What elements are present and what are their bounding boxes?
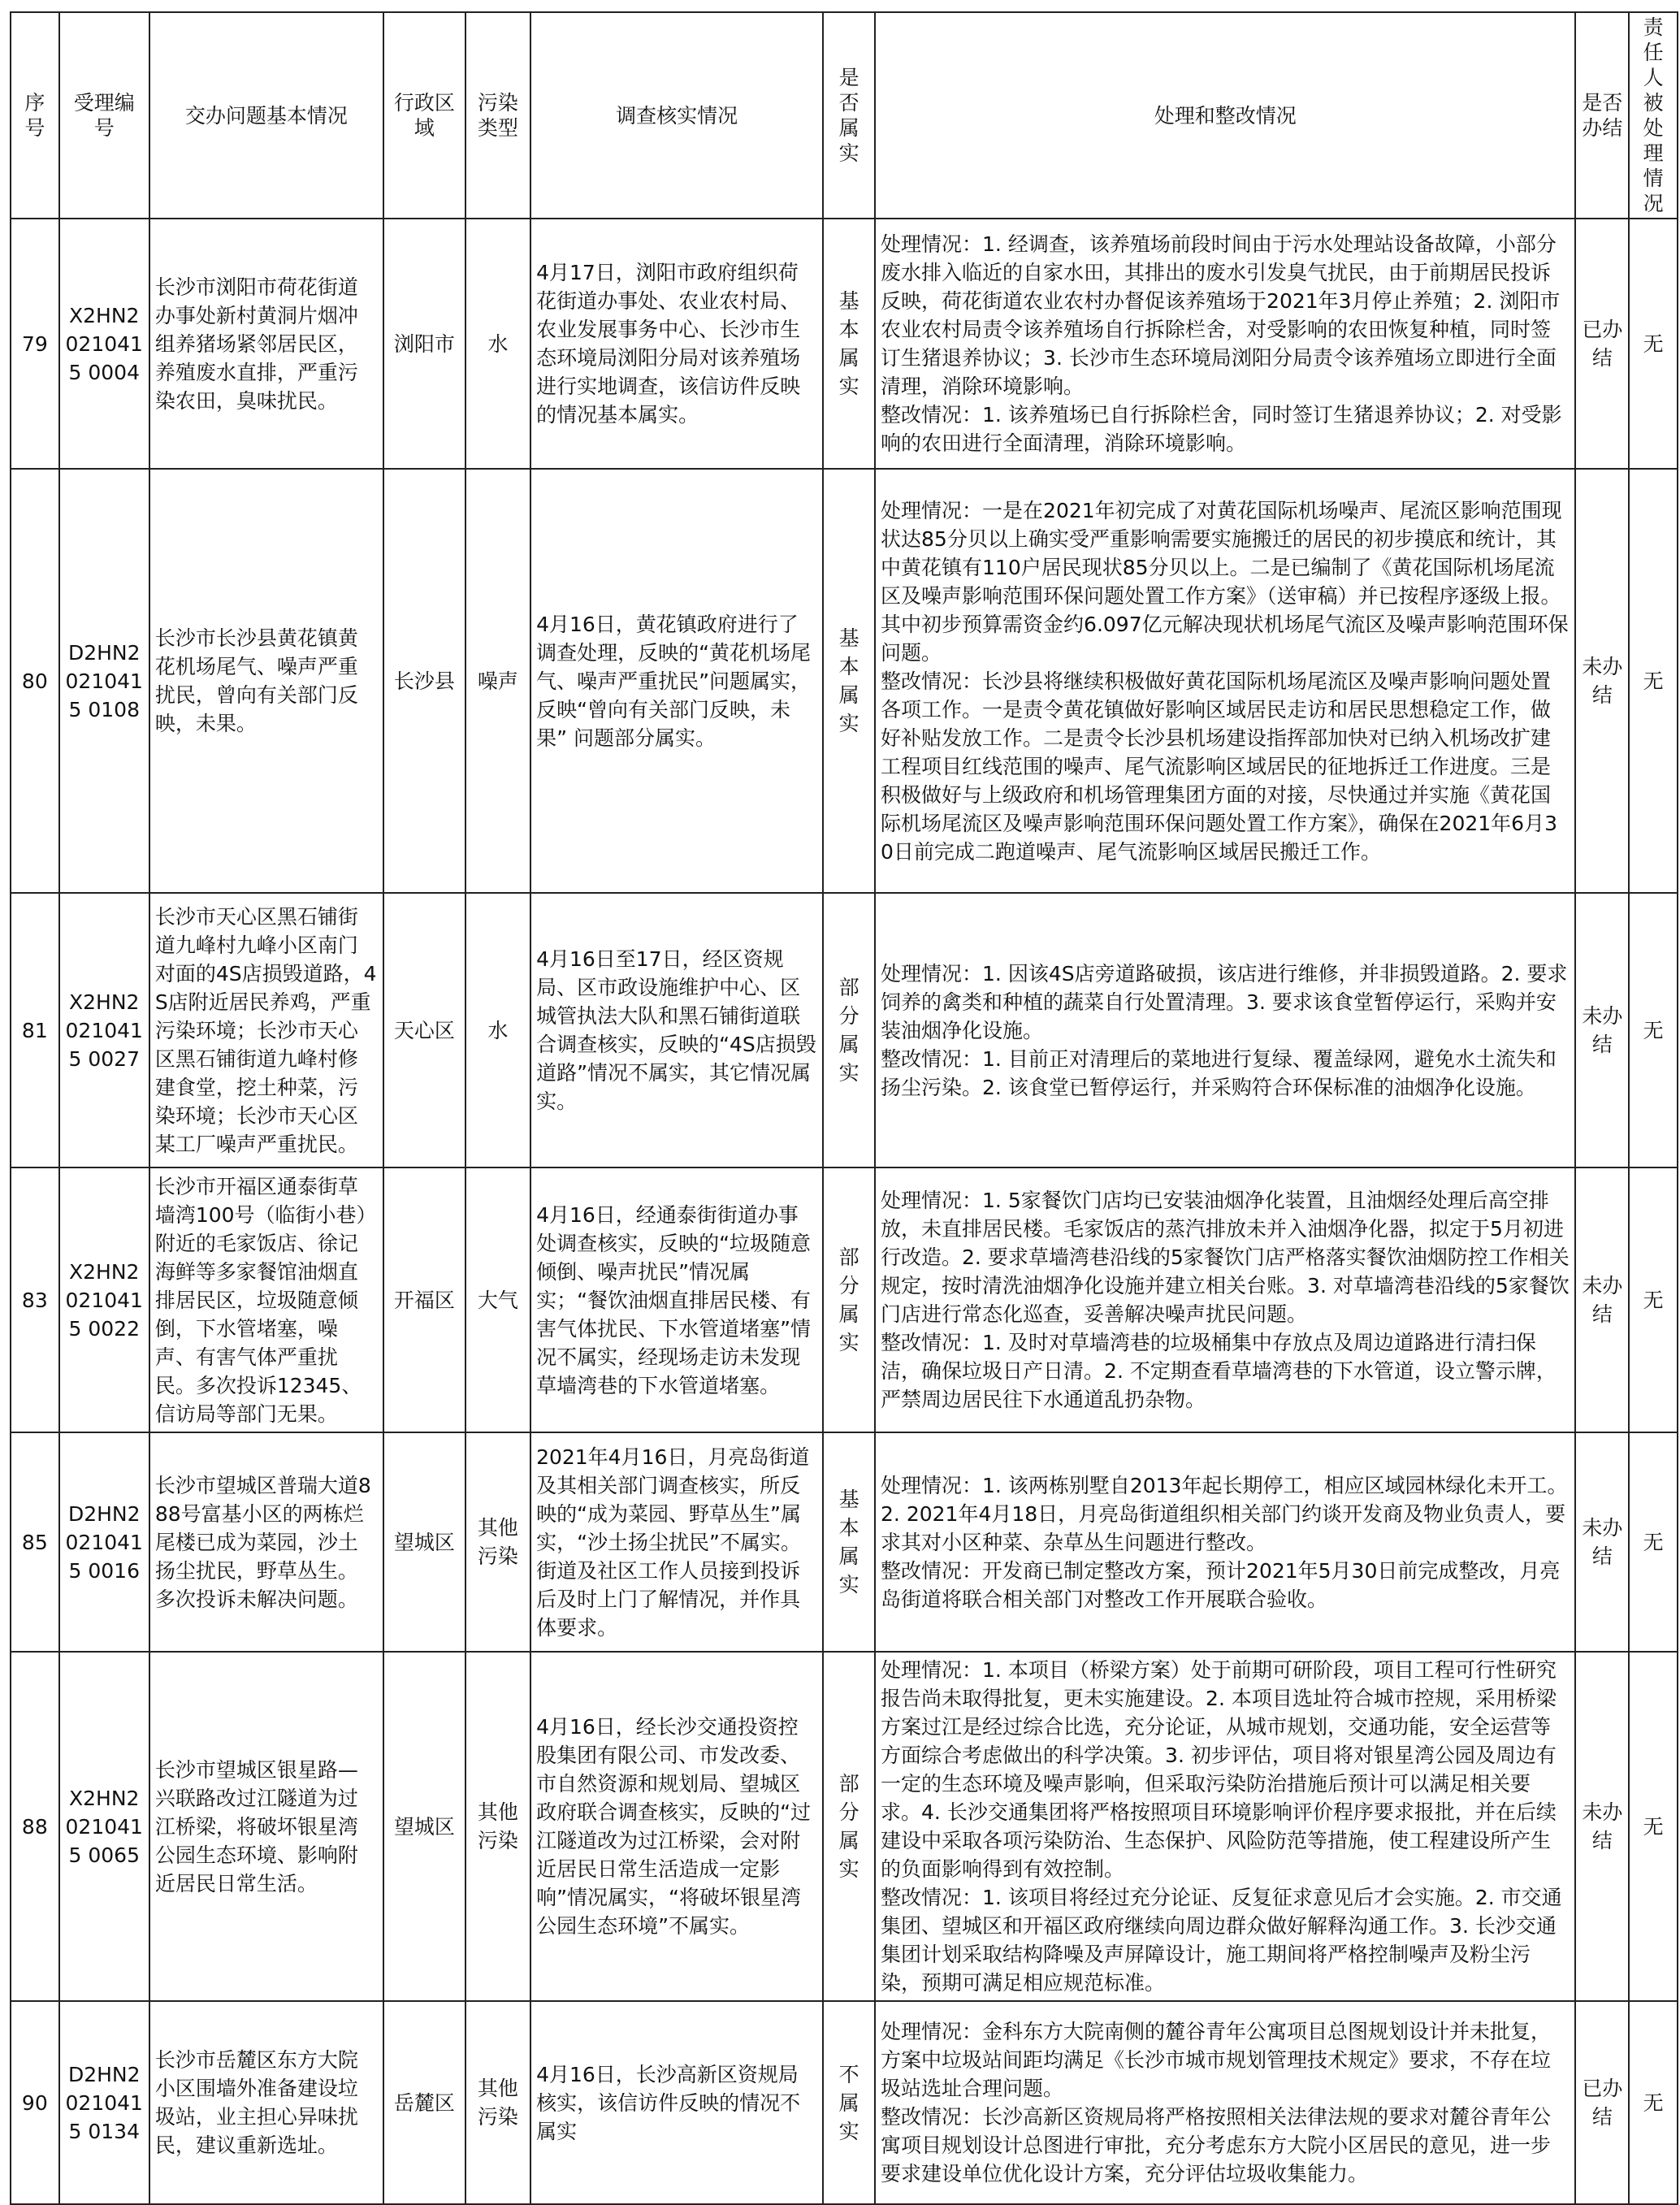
table-row	[11, 1167, 1678, 1432]
row-handling	[875, 1432, 1575, 1652]
row-region: 望城区	[383, 1652, 465, 2001]
rectification-text: 整改情况：长沙县将继续积极做好黄花国际机场尾流区及噪声影响问题处置各项工作。一是责令黄花镇做好影响区域居民走访和居民思想稳定工作，做好补贴发放工作。二是责令长沙县机场建设指挥部加快对已纳入机场改扩建工程项目红线范围的噪声、尾气流影响区域居民的征地拆迁工作进度。三是积极做好与上级政府和机场管理集团方面的对接，尽快通过并实施《黄花国际机场尾流区及噪声影响范围环保问题处置工作方案》，确保在2021年6月30日前完成二跑道噪声、尾气流影响区域居民搬迁工作。	[881, 669, 1557, 864]
row-code: X2HN20210415 0004	[59, 219, 149, 469]
row-verified: 不属实	[823, 2001, 875, 2204]
row-accountability: 无	[1629, 1432, 1678, 1652]
row-handling	[875, 2001, 1575, 2204]
row-code: X2HN20210415 0027	[59, 893, 149, 1167]
row-region: 长沙县	[383, 469, 465, 893]
table-row	[11, 219, 1678, 469]
rectification-text: 整改情况：1. 目前正对清理后的菜地进行复绿、覆盖绿网，避免水土流失和扬尘污染。2. 该食堂已暂停运行，并采购符合环保标准的油烟净化设施。	[881, 1046, 1557, 1099]
rectification-text: 整改情况：1. 及时对草墙湾巷的垃圾桶集中存放点及周边道路进行清扫保洁，确保垃圾日产日清。2. 不定期查看草墙湾巷的下水管道，设立警示牌，严禁周边居民往下水通道乱扔杂物。	[881, 1331, 1557, 1411]
row-investigation: 4月16日至17日，经区资规局、区市政设施维护中心、区城管执法大队和黑石铺街道联合调查核实，反映的“4S店损毁道路”情况不属实，其它情况属实。	[530, 893, 823, 1167]
header-completed: 是否办结	[1575, 12, 1629, 219]
header-problem: 交办问题基本情况	[149, 12, 383, 219]
row-no: 81	[11, 893, 59, 1167]
row-code: X2HN20210415 0065	[59, 1652, 149, 2001]
row-investigation: 4月16日，经通泰街街道办事处调查核实，反映的“垃圾随意倾倒、噪声扰民”情况属实；“餐饮油烟直排居民楼、有害气体扰民、下水管道堵塞”情况不属实，经现场走访未发现草墙湾巷的下水管道堵塞。	[530, 1167, 823, 1432]
row-problem: 长沙市浏阳市荷花街道办事处新村黄洞片烟冲组养猪场紧邻居民区，养殖废水直排，严重污染农田，臭味扰民。	[149, 219, 383, 469]
row-accountability: 无	[1629, 1167, 1678, 1432]
header-row	[11, 12, 1678, 219]
row-pollution: 水	[465, 893, 530, 1167]
row-pollution: 其他污染	[465, 2001, 530, 2204]
table-row	[11, 1652, 1678, 2001]
row-accountability: 无	[1629, 1652, 1678, 2001]
handling-text: 处理情况：1. 因该4S店旁道路破损，该店进行维修，并非损毁道路。2. 要求饲养的禽类和种植的蔬菜自行处置清理。3. 要求该食堂暂停运行，采购并安装油烟净化设施。	[881, 961, 1568, 1042]
row-pollution: 其他污染	[465, 1652, 530, 2001]
rectification-text: 整改情况：开发商已制定整改方案，预计2021年5月30日前完成整改，月亮岛街道将联合相关部门对整改工作开展联合验收。	[881, 1558, 1561, 1611]
row-accountability: 无	[1629, 219, 1678, 469]
row-investigation: 4月17日，浏阳市政府组织荷花街道办事处、农业农村局、农业发展事务中心、长沙市生态环境局浏阳分局对该养殖场进行实地调查，该信访件反映的情况基本属实。	[530, 219, 823, 469]
header-pollution: 污染类型	[465, 12, 530, 219]
header-investigation: 调查核实情况	[530, 12, 823, 219]
row-pollution: 噪声	[465, 469, 530, 893]
handling-text: 处理情况：1. 本项目（桥梁方案）处于前期可研阶段，项目工程可行性研究报告尚未取得批复，更未实施建设。2. 本项目选址符合城市控规，采用桥梁方案过江是经过综合比选，充分论证，从城市规划，交通功能，安全运营等方面综合考虑做出的科学决策。3. 初步评估，项目将对银星湾公园及周边有一定的生态环境及噪声影响，但采取污染防治措施后预计可以满足相关要求。4. 长沙交通集团将严格按照项目环境影响评价程序要求报批，并在后续建设中采取各项污染防治、生态保护、风险防范等措施，使工程建设所产生的负面影响得到有效控制。	[881, 1658, 1557, 1881]
row-pollution: 水	[465, 219, 530, 469]
row-verified: 部分属实	[823, 1652, 875, 2001]
row-region: 天心区	[383, 893, 465, 1167]
row-code: D2HN20210415 0016	[59, 1432, 149, 1652]
row-handling	[875, 893, 1575, 1167]
handling-text: 处理情况：金科东方大院南侧的麓谷青年公寓项目总图规划设计并未批复，方案中垃圾站间距均满足《长沙市城市规划管理技术规定》要求，不存在垃圾站选址合理问题。	[881, 2020, 1552, 2100]
row-completed: 未办结	[1575, 893, 1629, 1167]
table-row	[11, 469, 1678, 893]
row-completed: 未办结	[1575, 469, 1629, 893]
row-handling	[875, 469, 1575, 893]
row-handling	[875, 1652, 1575, 2001]
row-problem: 长沙市岳麓区东方大院小区围墙外准备建设垃圾站，业主担心异味扰民，建议重新选址。	[149, 2001, 383, 2204]
row-no: 79	[11, 219, 59, 469]
header-verified: 是否属实	[823, 12, 875, 219]
row-region: 望城区	[383, 1432, 465, 1652]
row-completed: 已办结	[1575, 2001, 1629, 2204]
row-investigation: 4月16日，经长沙交通投资控股集团有限公司、市发改委、市自然资源和规划局、望城区政府联合调查核实，反映的“过江隧道改为过江桥梁，会对附近居民日常生活造成一定影响”情况属实，“将破坏银星湾公园生态环境”不属实。	[530, 1652, 823, 2001]
row-problem: 长沙市天心区黑石铺街道九峰村九峰小区南门对面的4S店损毁道路，4S店附近居民养鸡，严重污染环境；长沙市天心区黑石铺街道九峰村修建食堂，挖土种菜，污染环境；长沙市天心区某工厂噪声严重扰民。	[149, 893, 383, 1167]
row-pollution: 其他污染	[465, 1432, 530, 1652]
row-investigation: 4月16日，长沙高新区资规局核实，该信访件反映的情况不属实	[530, 2001, 823, 2204]
rectification-text: 整改情况：1. 该项目将经过充分论证、反复征求意见后才会实施。2. 市交通集团、望城区和开福区政府继续向周边群众做好解释沟通工作。3. 长沙交通集团计划采取结构降噪及声屏障设计，施工期间将严格控制噪声及粉尘污染，预期可满足相应规范标准。	[881, 1886, 1562, 1995]
handling-text: 处理情况：1. 该两栋别墅自2013年起长期停工，相应区域园林绿化未开工。2. 2021年4月18日，月亮岛街道组织相关部门约谈开发商及物业负责人，要求其对小区种菜、杂草丛生问题进行整改。	[881, 1473, 1568, 1554]
header-region: 行政区域	[383, 12, 465, 219]
handling-text: 处理情况：1. 5家餐饮门店均已安装油烟净化装置，且油烟经处理后高空排放，未直排居民楼。毛家饭店的蒸汽排放未并入油烟净化器，拟定于5月初进行改造。2. 要求草墙湾巷沿线的5家餐饮门店严格落实餐饮油烟防控工作相关规定，按时清洗油烟净化设施并建立相关台账。3. 对草墙湾巷沿线的5家餐饮门店进行常态化巡查，妥善解决噪声扰民问题。	[881, 1189, 1570, 1326]
row-region: 浏阳市	[383, 219, 465, 469]
header-code: 受理编号	[59, 12, 149, 219]
row-handling	[875, 1167, 1575, 1432]
row-accountability: 无	[1629, 2001, 1678, 2204]
rectification-text: 整改情况：长沙高新区资规局将严格按照相关法律法规的要求对麓谷青年公寓项目规划设计总图进行审批，充分考虑东方大院小区居民的意见，进一步要求建设单位优化设计方案，充分评估垃圾收集能力。	[881, 2105, 1552, 2186]
row-verified: 基本属实	[823, 469, 875, 893]
row-code: X2HN20210415 0022	[59, 1167, 149, 1432]
row-completed: 未办结	[1575, 1167, 1629, 1432]
row-problem: 长沙市开福区通泰街草墙湾100号（临街小巷）附近的毛家饭店、徐记海鲜等多家餐馆油烟直排居民区，垃圾随意倾倒，下水管堵塞，噪声、有害气体严重扰民。多次投诉12345、信访局等部门无果。	[149, 1167, 383, 1432]
handling-text: 处理情况：一是在2021年初完成了对黄花国际机场噪声、尾流区影响范围现状达85分贝以上确实受严重影响需要实施搬迁的居民的初步摸底和统计，其中黄花镇有110户居民现状85分贝以上。二是已编制了《黄花国际机场尾流区及噪声影响范围环保问题处置工作方案》（送审稿）并已按程序逐级上报。其中初步预算需资金约6.097亿元解决现状机场尾气流区及噪声影响范围环保问题。	[881, 498, 1569, 665]
row-verified: 基本属实	[823, 1432, 875, 1652]
row-completed: 未办结	[1575, 1652, 1629, 2001]
header-no: 序号	[11, 12, 59, 219]
row-no: 85	[11, 1432, 59, 1652]
table-row	[11, 1432, 1678, 1652]
row-problem: 长沙市长沙县黄花镇黄花机场尾气、噪声严重扰民，曾向有关部门反映，未果。	[149, 469, 383, 893]
complaint-table	[10, 11, 1678, 2205]
row-pollution: 大气	[465, 1167, 530, 1432]
row-completed: 未办结	[1575, 1432, 1629, 1652]
row-completed: 已办结	[1575, 219, 1629, 469]
row-no: 80	[11, 469, 59, 893]
handling-text: 处理情况：1. 经调查，该养殖场前段时间由于污水处理站设备故障，小部分废水排入临近的自家水田，其排出的废水引发臭气扰民，由于前期居民投诉反映，荷花街道农业农村办督促该养殖场于2021年3月停止养殖；2. 浏阳市农业农村局责令该养殖场自行拆除栏舍，对受影响的农田恢复种植，同时签订生猪退养协议；3. 长沙市生态环境局浏阳分局责令该养殖场立即进行全面清理，消除环境影响。	[881, 232, 1561, 398]
table-row	[11, 2001, 1678, 2204]
row-code: D2HN20210415 0134	[59, 2001, 149, 2204]
row-verified: 部分属实	[823, 1167, 875, 1432]
rectification-text: 整改情况：1. 该养殖场已自行拆除栏舍，同时签订生猪退养协议；2. 对受影响的农田进行全面清理，消除环境影响。	[881, 403, 1562, 455]
row-accountability: 无	[1629, 469, 1678, 893]
row-verified: 部分属实	[823, 893, 875, 1167]
row-code: D2HN20210415 0108	[59, 469, 149, 893]
row-problem: 长沙市望城区普瑞大道888号富基小区的两栋烂尾楼已成为菜园，沙土扬尘扰民，野草丛生。多次投诉未解决问题。	[149, 1432, 383, 1652]
row-verified: 基本属实	[823, 219, 875, 469]
table-row	[11, 893, 1678, 1167]
row-no: 83	[11, 1167, 59, 1432]
row-investigation: 2021年4月16日，月亮岛街道及其相关部门调查核实，所反映的“成为菜园、野草丛生”属实，“沙土扬尘扰民”不属实。街道及社区工作人员接到投诉后及时上门了解情况，并作具体要求。	[530, 1432, 823, 1652]
row-accountability: 无	[1629, 893, 1678, 1167]
row-region: 开福区	[383, 1167, 465, 1432]
row-no: 88	[11, 1652, 59, 2001]
header-accountability: 责任人被处理情况	[1629, 12, 1678, 219]
row-handling	[875, 219, 1575, 469]
row-problem: 长沙市望城区银星路—兴联路改过江隧道为过江桥梁，将破坏银星湾公园生态环境、影响附近居民日常生活。	[149, 1652, 383, 2001]
row-investigation: 4月16日，黄花镇政府进行了调查处理，反映的“黄花机场尾气、噪声严重扰民”问题属实，反映“曾向有关部门反映，未果” 问题部分属实。	[530, 469, 823, 893]
row-region: 岳麓区	[383, 2001, 465, 2204]
row-no: 90	[11, 2001, 59, 2204]
header-handling: 处理和整改情况	[875, 12, 1575, 219]
